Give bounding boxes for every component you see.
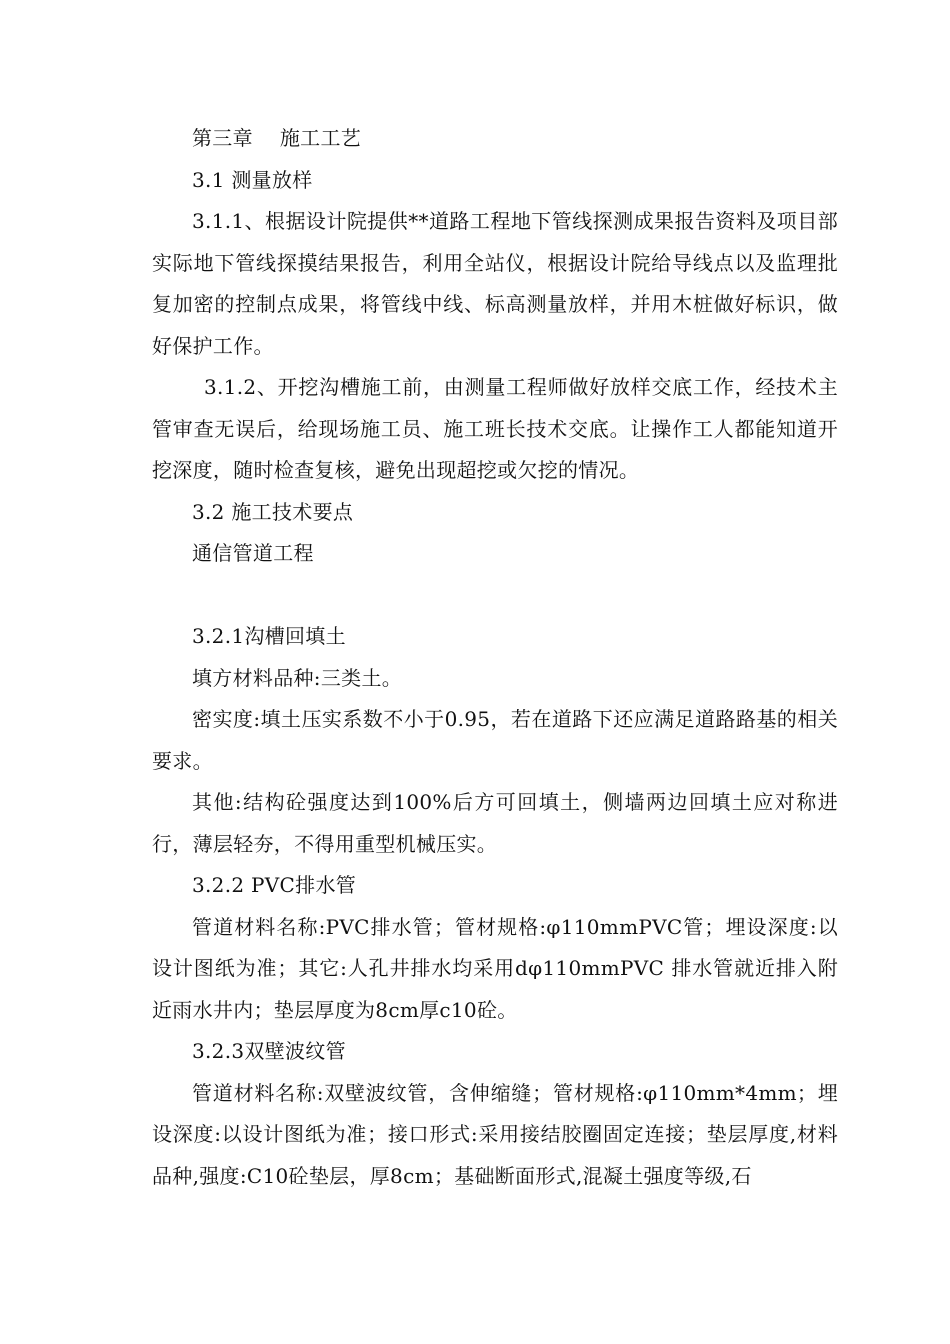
section-heading-3-2-1: 3.2.1沟槽回填土 bbox=[192, 624, 346, 648]
section-heading-3-2: 3.2 施工技术要点 bbox=[192, 499, 354, 524]
section-heading-3-2-2: 3.2.2 PVC排水管 bbox=[192, 873, 357, 897]
paragraph-3-1-1: 3.1.1、根据设计院提供**道路工程地下管线探测成果报告资料及项目部实际地下管线探摸结果报告，利用全站仪，根据设计院给导线点以及监理批复加密的控制点成果，将管线中线、标高测量放样，并用木桩做好标识，做好保护工作。 bbox=[152, 209, 838, 358]
paragraph-other: 其他:结构砼强度达到100%后方可回填土，侧墙两边回填土应对称进行，薄层轻夯，不得用重型机械压实。 bbox=[152, 790, 838, 856]
subheading-communication-pipeline: 通信管道工程 bbox=[192, 541, 314, 565]
section-heading-3-2-3: 3.2.3双壁波纹管 bbox=[192, 1039, 346, 1063]
paragraph-fill-material: 填方材料品种:三类土。 bbox=[192, 665, 403, 690]
section-heading-3-1: 3.1 测量放样 bbox=[192, 167, 313, 192]
paragraph-corrugated-pipe: 管道材料名称:双壁波纹管，含伸缩缝；管材规格:φ110mm*4mm；埋设深度:以设计图纸为准；接口形式:采用接结胶圈固定连接；垫层厚度,材料品种,强度:C10砼垫层，厚8cm；基础断面形式,混凝土强度等级,石 bbox=[152, 1080, 838, 1188]
document-body bbox=[152, 118, 838, 1197]
blank-line bbox=[152, 575, 838, 617]
chapter-title: 第三章 施工工艺 bbox=[192, 126, 362, 150]
paragraph-3-1-2: 3.1.2、开挖沟槽施工前，由测量工程师做好放样交底工作，经技术主管审查无误后，给现场施工员、施工班长技术交底。让操作工人都能知道开挖深度，随时检查复核，避免出现超挖或欠挖的情况。 bbox=[152, 375, 838, 482]
paragraph-pvc-pipe: 管道材料名称:PVC排水管；管材规格:φ110mmPVC管；埋设深度:以设计图纸为准；其它:人孔井排水均采用dφ110mmPVC 排水管就近排入附近雨水井内；垫层厚度为8cm厚c10砼。 bbox=[152, 914, 838, 1022]
paragraph-density: 密实度:填土压实系数不小于0.95，若在道路下还应满足道路路基的相关要求。 bbox=[152, 707, 838, 773]
